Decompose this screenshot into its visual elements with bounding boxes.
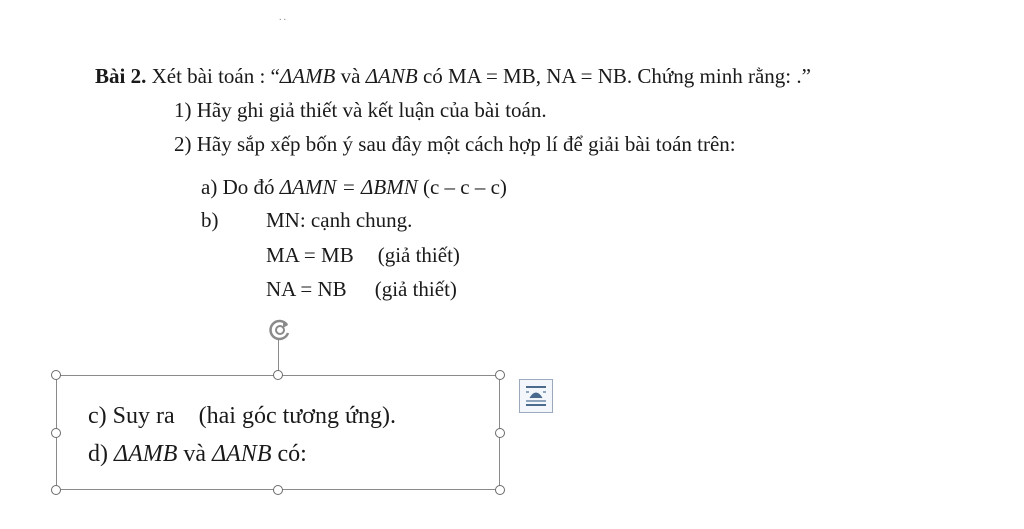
question-2: 2) Hãy sắp xếp bốn ý sau đây một cách hợp lí để giải bài toán trên: bbox=[174, 132, 736, 156]
step-a-equation: ΔAMN = ΔBMN bbox=[279, 175, 418, 199]
step-d-prefix: d) bbox=[88, 441, 114, 467]
resize-handle-bottom[interactable] bbox=[273, 485, 283, 495]
step-d-suffix: có: bbox=[271, 441, 307, 467]
step-b-line-3 bbox=[266, 276, 457, 302]
problem-number: Bài 2. bbox=[95, 64, 147, 88]
problem-condition: có MA = MB, NA = NB. Chứng minh rằng: .” bbox=[417, 64, 811, 88]
step-a-reason: (c – c – c) bbox=[417, 175, 507, 199]
problem-intro: Xét bài toán : “ bbox=[146, 64, 280, 88]
resize-handle-left[interactable] bbox=[51, 428, 61, 438]
layout-options-icon bbox=[520, 380, 552, 412]
resize-handle-bottom-right[interactable] bbox=[495, 485, 505, 495]
step-b-reason-1: (giả thiết) bbox=[377, 243, 460, 267]
triangle-amb: ΔAMB bbox=[279, 64, 336, 88]
resize-handle-top-right[interactable] bbox=[495, 370, 505, 380]
stray-dots: .. bbox=[279, 12, 288, 23]
rotate-handle-icon[interactable] bbox=[266, 316, 294, 344]
step-c-prefix: c) Suy ra bbox=[88, 403, 175, 429]
resize-handle-right[interactable] bbox=[495, 428, 505, 438]
step-b-eq-ma-mb: MA = MB bbox=[266, 243, 354, 267]
triangle-anb: ΔANB bbox=[365, 64, 418, 88]
conjunction: và bbox=[335, 64, 366, 88]
step-b-eq-na-nb: NA = NB bbox=[266, 277, 347, 301]
step-d-triangle-anb: ΔANB bbox=[212, 441, 272, 467]
step-b-line-2 bbox=[266, 242, 460, 268]
step-b-line-1: MN: cạnh chung. bbox=[266, 208, 413, 232]
step-d-triangle-amb: ΔAMB bbox=[114, 441, 178, 467]
resize-handle-top-left[interactable] bbox=[51, 370, 61, 380]
resize-handle-top[interactable] bbox=[273, 370, 283, 380]
step-a-prefix: a) Do đó bbox=[201, 175, 280, 199]
step-d[interactable] bbox=[88, 439, 307, 469]
step-d-conjunction: và bbox=[177, 441, 213, 467]
problem-statement bbox=[95, 63, 811, 89]
layout-options-button[interactable] bbox=[519, 379, 553, 413]
step-b-label: b) bbox=[201, 208, 219, 232]
step-c[interactable] bbox=[88, 401, 396, 431]
step-a bbox=[201, 174, 507, 200]
selected-text-box[interactable] bbox=[56, 375, 500, 490]
question-1: 1) Hãy ghi giả thiết và kết luận của bài toán. bbox=[174, 98, 547, 122]
step-b-reason-2: (giả thiết) bbox=[374, 277, 457, 301]
resize-handle-bottom-left[interactable] bbox=[51, 485, 61, 495]
step-c-reason: (hai góc tương ứng). bbox=[198, 403, 396, 429]
